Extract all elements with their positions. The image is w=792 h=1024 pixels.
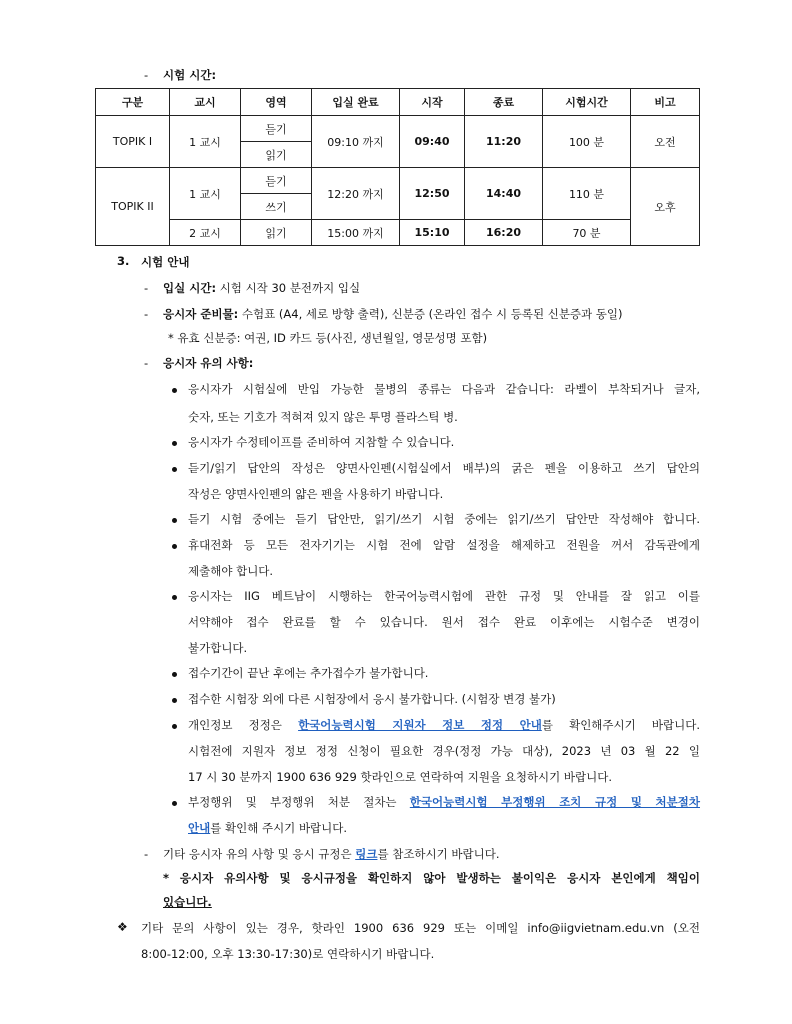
- schedule-table: [95, 88, 700, 246]
- caution-2: 응시자가 수정테이프를 준비하여 지참할 수 있습니다.: [188, 435, 455, 449]
- contact-line-2: 8:00-12:00, 오후 13:30-17:30)로 연락하시기 바랍니다.: [141, 947, 435, 961]
- contact-line-1: 기타 문의 사항이 있는 경우, 핫라인 1900 636 929 또는 이메일 info@iigvietnam.edu.vn (오전: [141, 921, 700, 935]
- bullet-point: [172, 698, 177, 703]
- supplies-line: [163, 306, 623, 322]
- cell-period: 1 교시: [170, 168, 241, 220]
- header-duration: 시험시간: [543, 89, 631, 116]
- other-rules-line: [163, 846, 500, 862]
- caution-8: 접수한 시험장 외에 다른 시험장에서 응시 불가합니다. (시험장 변경 불가): [188, 692, 556, 706]
- entry-time-label: 입실 시간:: [163, 281, 217, 295]
- cell-area: 읽기: [241, 142, 312, 168]
- caution-10-line-1: [188, 794, 700, 810]
- caution-9-post: 를 확인해주시기 바랍니다.: [541, 718, 700, 732]
- caution-1-line-1: 응시자가 시험실에 반입 가능한 물병의 종류는 다음과 같습니다: 라벨이 부착되거나 글자,: [188, 382, 700, 396]
- dash-marker: -: [144, 847, 149, 861]
- cell-level: TOPIK II: [96, 168, 170, 246]
- rules-link[interactable]: 링크: [355, 847, 378, 861]
- other-rules-post: 를 참조하시기 바랍니다.: [377, 847, 500, 861]
- supplies-label: 응시자 준비물:: [163, 307, 239, 321]
- caution-3-line-2: 작성은 양면사인펜의 얇은 펜을 사용하기 바랍니다.: [188, 487, 444, 501]
- dash-marker: -: [144, 356, 149, 370]
- cell-end: 11:20: [465, 116, 543, 168]
- caution-10-line-2: [188, 820, 347, 836]
- caution-4: 듣기 시험 중에는 듣기 답안만, 읽기/쓰기 시험 중에는 읽기/쓰기 답안만 작성해야 합니다.: [188, 512, 700, 526]
- cell-end: 14:40: [465, 168, 543, 220]
- caution-6-line-2: 서약해야 접수 완료를 할 수 있습니다. 원서 접수 완료 이후에는 시험수준 변경이: [188, 615, 700, 629]
- dash-marker: -: [144, 307, 149, 321]
- bullet-point: [172, 518, 177, 523]
- header-end: 종료: [465, 89, 543, 116]
- table-row: [96, 220, 700, 246]
- caution-5-line-2: 제출해야 합니다.: [188, 564, 274, 578]
- cell-entry: 15:00 까지: [312, 220, 400, 246]
- bullet-point: [172, 388, 177, 393]
- cell-note: 오전: [631, 116, 700, 168]
- header-note: 비고: [631, 89, 700, 116]
- caution-9-line-3: 17 시 30 분까지 1900 636 929 핫라인으로 연락하여 지원을 요청하시기 바랍니다.: [188, 770, 613, 784]
- bullet-point: [172, 595, 177, 600]
- section-number: 3.: [117, 254, 130, 268]
- caution-7: 접수기간이 끝난 후에는 추가접수가 불가합니다.: [188, 666, 429, 680]
- caution-1-line-2: 숫자, 또는 기호가 적혀져 있지 않은 투명 플라스틱 병.: [188, 410, 458, 424]
- cell-area: 읽기: [241, 220, 312, 246]
- dash-marker: -: [144, 281, 149, 295]
- bullet-point: [172, 672, 177, 677]
- entry-time-text: 시험 시작 30 분전까지 입실: [216, 281, 361, 295]
- caution-6-line-3: 불가합니다.: [188, 641, 248, 655]
- cell-entry: 09:10 까지: [312, 116, 400, 168]
- bullet-point: [172, 801, 177, 806]
- exam-time-heading: 시험 시간:: [163, 68, 217, 82]
- bullet-point: [172, 724, 177, 729]
- bullet-point: [172, 544, 177, 549]
- supplies-note: * 유효 신분증: 여권, ID 카드 등(사진, 생년월일, 영문성명 포함): [168, 331, 488, 345]
- caution-6-line-1: 응시자는 IIG 베트남이 시행하는 한국어능력시험에 관한 규정 및 안내를 잘 읽고 이를: [188, 589, 700, 603]
- misconduct-rules-link-cont[interactable]: 안내: [188, 821, 211, 835]
- table-header-row: [96, 89, 700, 116]
- bullet-point: [172, 467, 177, 472]
- caution-9-line-1: [188, 717, 700, 733]
- bullet-point: [172, 441, 177, 446]
- cell-period: 2 교시: [170, 220, 241, 246]
- caution-9-pre: 개인정보 정정은: [188, 718, 299, 732]
- caution-10-pre: 부정행위 및 부정행위 처분 절차는: [188, 795, 410, 809]
- section-title: 시험 안내: [141, 255, 190, 269]
- other-rules-pre: 기타 응시자 유의 사항 및 응시 규정은: [163, 847, 356, 861]
- diamond-bullet-icon: ❖: [117, 920, 128, 934]
- table-row: [96, 168, 700, 194]
- caution-9-line-2: 시험전에 지원자 정보 정정 신청이 필요한 경우(정정 가능 대상), 2023 년 03 월 22 일: [188, 744, 700, 758]
- dash-marker: -: [144, 68, 149, 82]
- cell-start: 15:10: [400, 220, 465, 246]
- cell-note: 오후: [631, 168, 700, 246]
- caution-10-post: 를 확인해 주시기 바랍니다.: [210, 821, 348, 835]
- header-period: 교시: [170, 89, 241, 116]
- cell-duration: 70 분: [543, 220, 631, 246]
- header-start: 시작: [400, 89, 465, 116]
- caution-5-line-1: 휴대전화 등 모든 전자기기는 시험 전에 알람 설정을 해제하고 전원을 꺼서 감독관에게: [188, 538, 700, 552]
- entry-time-line: [163, 280, 360, 296]
- warning-line-2: 있습니다.: [163, 895, 212, 909]
- cell-entry: 12:20 까지: [312, 168, 400, 220]
- supplies-text: 수험표 (A4, 세로 방향 출력), 신분증 (온라인 접수 시 등록된 신분증과 동일): [238, 307, 623, 321]
- header-category: 구분: [96, 89, 170, 116]
- header-entry: 입실 완료: [312, 89, 400, 116]
- cell-duration: 110 분: [543, 168, 631, 220]
- warning-line-1: * 응시자 유의사항 및 응시규정을 확인하지 않아 발생하는 불이익은 응시자 본인에게 책임이: [163, 871, 700, 885]
- caution-3-line-1: 듣기/읽기 답안의 작성은 양면사인펜(시험실에서 배부)의 굵은 펜을 이용하고 쓰기 답안의: [188, 461, 700, 475]
- cell-start: 12:50: [400, 168, 465, 220]
- misconduct-rules-link[interactable]: 한국어능력시험 부정행위 조치 규정 및 처분절차: [409, 795, 700, 809]
- header-area: 영역: [241, 89, 312, 116]
- cell-area: 듣기: [241, 168, 312, 194]
- table-row: [96, 116, 700, 142]
- cell-area: 쓰기: [241, 194, 312, 220]
- correction-guide-link[interactable]: 한국어능력시험 지원자 정보 정정 안내: [298, 718, 542, 732]
- cell-end: 16:20: [465, 220, 543, 246]
- cell-start: 09:40: [400, 116, 465, 168]
- cell-period: 1 교시: [170, 116, 241, 168]
- cautions-heading: 응시자 유의 사항:: [163, 356, 254, 370]
- cell-level: TOPIK I: [96, 116, 170, 168]
- cell-area: 듣기: [241, 116, 312, 142]
- cell-duration: 100 분: [543, 116, 631, 168]
